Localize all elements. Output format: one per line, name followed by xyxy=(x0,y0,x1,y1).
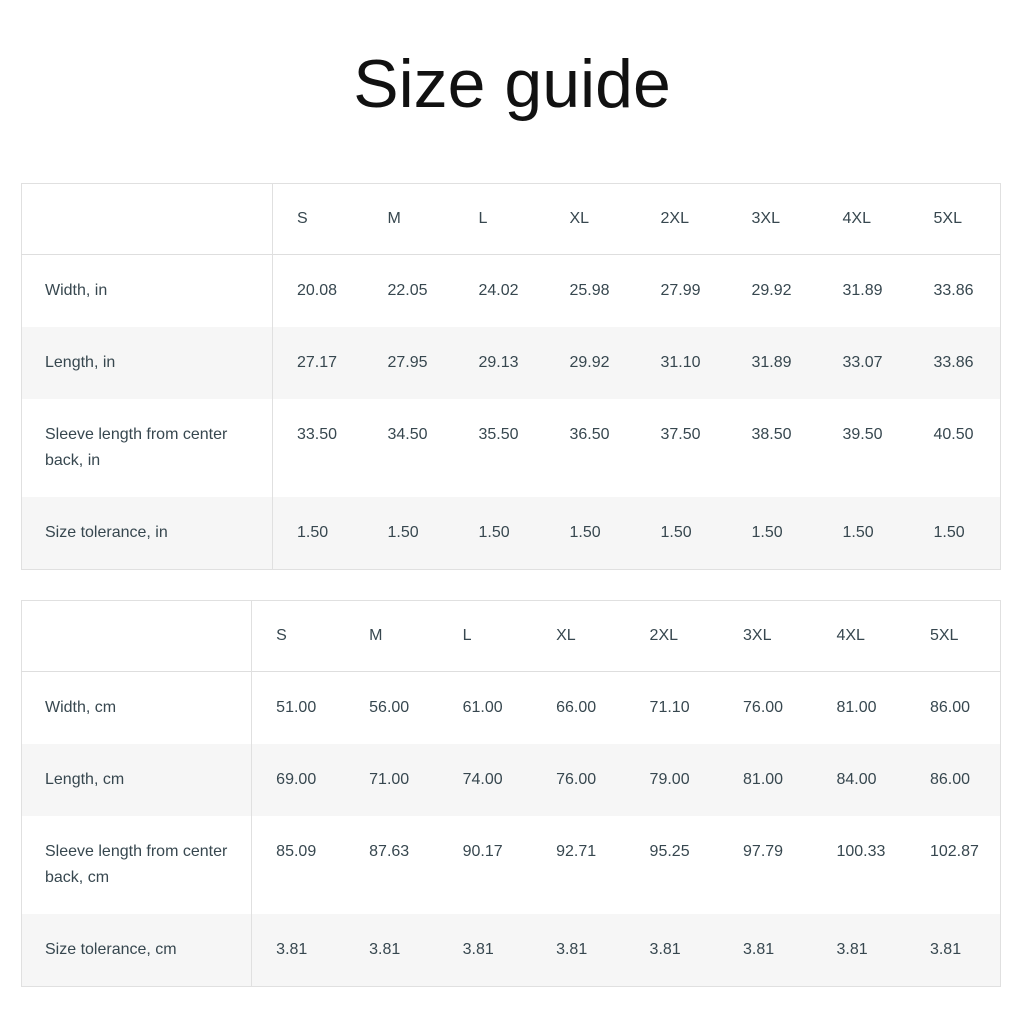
cell-value: 31.10 xyxy=(660,354,701,371)
cell-value: 1.50 xyxy=(478,524,510,541)
cell-value: 3.81 xyxy=(369,941,401,958)
cell-value: 29.92 xyxy=(751,282,792,299)
size-column-header: 4XL xyxy=(836,627,865,644)
cell-value: 86.00 xyxy=(929,771,970,788)
cell-value: 27.95 xyxy=(387,354,428,371)
size-column-header: 3XL xyxy=(743,627,772,644)
cell-value: 3.81 xyxy=(743,941,775,958)
cell-value: 71.10 xyxy=(649,699,690,716)
cell-value: 3.81 xyxy=(836,941,868,958)
row-label: Size tolerance, in xyxy=(22,497,273,570)
cell-value: 37.50 xyxy=(660,426,701,443)
size-column-header: S xyxy=(297,210,308,227)
cell-value: 85.09 xyxy=(276,843,317,860)
cell-value: 79.00 xyxy=(649,771,690,788)
cell-value: 33.50 xyxy=(297,426,338,443)
cell-value: 22.05 xyxy=(387,282,428,299)
cell-value: 51.00 xyxy=(276,699,317,716)
cell-value: 20.08 xyxy=(297,282,338,299)
page-title: Size guide xyxy=(353,46,671,122)
table-row xyxy=(22,672,1001,745)
cell-value: 29.92 xyxy=(569,354,610,371)
size-header-row xyxy=(22,184,1001,255)
cell-value: 27.17 xyxy=(297,354,338,371)
cell-value: 95.25 xyxy=(649,843,690,860)
cell-value: 33.86 xyxy=(933,354,974,371)
cell-value: 71.00 xyxy=(369,771,410,788)
cell-value: 76.00 xyxy=(743,699,784,716)
cell-value: 1.50 xyxy=(387,524,419,541)
size-column-header: L xyxy=(478,210,488,227)
size-column-header: L xyxy=(462,627,472,644)
size-column-header: 4XL xyxy=(842,210,871,227)
cell-value: 34.50 xyxy=(387,426,428,443)
cell-value: 3.81 xyxy=(649,941,681,958)
cell-value: 86.00 xyxy=(929,699,970,716)
row-label: Length, in xyxy=(22,327,273,399)
size-column-header: M xyxy=(387,210,401,227)
cell-value: 3.81 xyxy=(276,941,308,958)
cell-value: 87.63 xyxy=(369,843,410,860)
cell-value: 74.00 xyxy=(462,771,503,788)
cell-value: 33.07 xyxy=(842,354,883,371)
row-label: Sleeve length from center back, in xyxy=(22,399,273,497)
cell-value: 56.00 xyxy=(369,699,410,716)
table-row xyxy=(22,816,1001,914)
cell-value: 27.99 xyxy=(660,282,701,299)
table-row xyxy=(22,327,1001,399)
cell-value: 102.87 xyxy=(929,843,979,860)
cell-value: 36.50 xyxy=(569,426,610,443)
size-column-header: XL xyxy=(556,627,576,644)
cell-value: 1.50 xyxy=(569,524,601,541)
cell-value: 69.00 xyxy=(276,771,317,788)
cell-value: 61.00 xyxy=(462,699,503,716)
cell-value: 33.86 xyxy=(933,282,974,299)
size-table-centimeters xyxy=(21,600,1001,987)
cell-value: 90.17 xyxy=(462,843,503,860)
cell-value: 1.50 xyxy=(660,524,692,541)
cell-value: 84.00 xyxy=(836,771,877,788)
cell-value: 1.50 xyxy=(842,524,874,541)
cell-value: 100.33 xyxy=(836,843,886,860)
cell-value: 66.00 xyxy=(556,699,597,716)
table-row xyxy=(22,255,1001,328)
cell-value: 92.71 xyxy=(556,843,597,860)
size-column-header: 5XL xyxy=(929,627,959,644)
size-header-row xyxy=(22,601,1001,672)
cell-value: 31.89 xyxy=(842,282,883,299)
cell-value: 1.50 xyxy=(297,524,329,541)
size-table-inches xyxy=(21,183,1001,570)
row-label: Size tolerance, cm xyxy=(22,914,252,987)
cell-value: 97.79 xyxy=(743,843,784,860)
size-column-header: 2XL xyxy=(660,210,689,227)
cell-value: 29.13 xyxy=(478,354,519,371)
size-column-header: 2XL xyxy=(649,627,679,644)
header-corner-cell xyxy=(22,601,252,672)
row-label: Length, cm xyxy=(22,744,252,816)
cell-value: 31.89 xyxy=(751,354,792,371)
size-column-header: M xyxy=(369,627,383,644)
size-column-header: S xyxy=(276,627,287,644)
cell-value: 81.00 xyxy=(836,699,877,716)
cell-value: 40.50 xyxy=(933,426,974,443)
cell-value: 3.81 xyxy=(462,941,494,958)
table-row xyxy=(22,399,1001,497)
cell-value: 3.81 xyxy=(556,941,588,958)
row-label: Sleeve length from center back, cm xyxy=(22,816,252,914)
cell-value: 3.81 xyxy=(929,941,962,958)
cell-value: 24.02 xyxy=(478,282,519,299)
cell-value: 35.50 xyxy=(478,426,519,443)
cell-value: 39.50 xyxy=(842,426,883,443)
size-column-header: 5XL xyxy=(933,210,962,227)
row-label: Width, in xyxy=(22,255,273,328)
size-column-header: 3XL xyxy=(751,210,780,227)
cell-value: 76.00 xyxy=(556,771,597,788)
table-row xyxy=(22,914,1001,987)
header-corner-cell xyxy=(22,184,273,255)
size-column-header: XL xyxy=(569,210,590,227)
table-row xyxy=(22,497,1001,570)
cell-value: 38.50 xyxy=(751,426,792,443)
cell-value: 81.00 xyxy=(743,771,784,788)
row-label: Width, cm xyxy=(22,672,252,745)
table-row xyxy=(22,744,1001,816)
cell-value: 1.50 xyxy=(751,524,783,541)
cell-value: 1.50 xyxy=(933,524,965,541)
cell-value: 25.98 xyxy=(569,282,610,299)
